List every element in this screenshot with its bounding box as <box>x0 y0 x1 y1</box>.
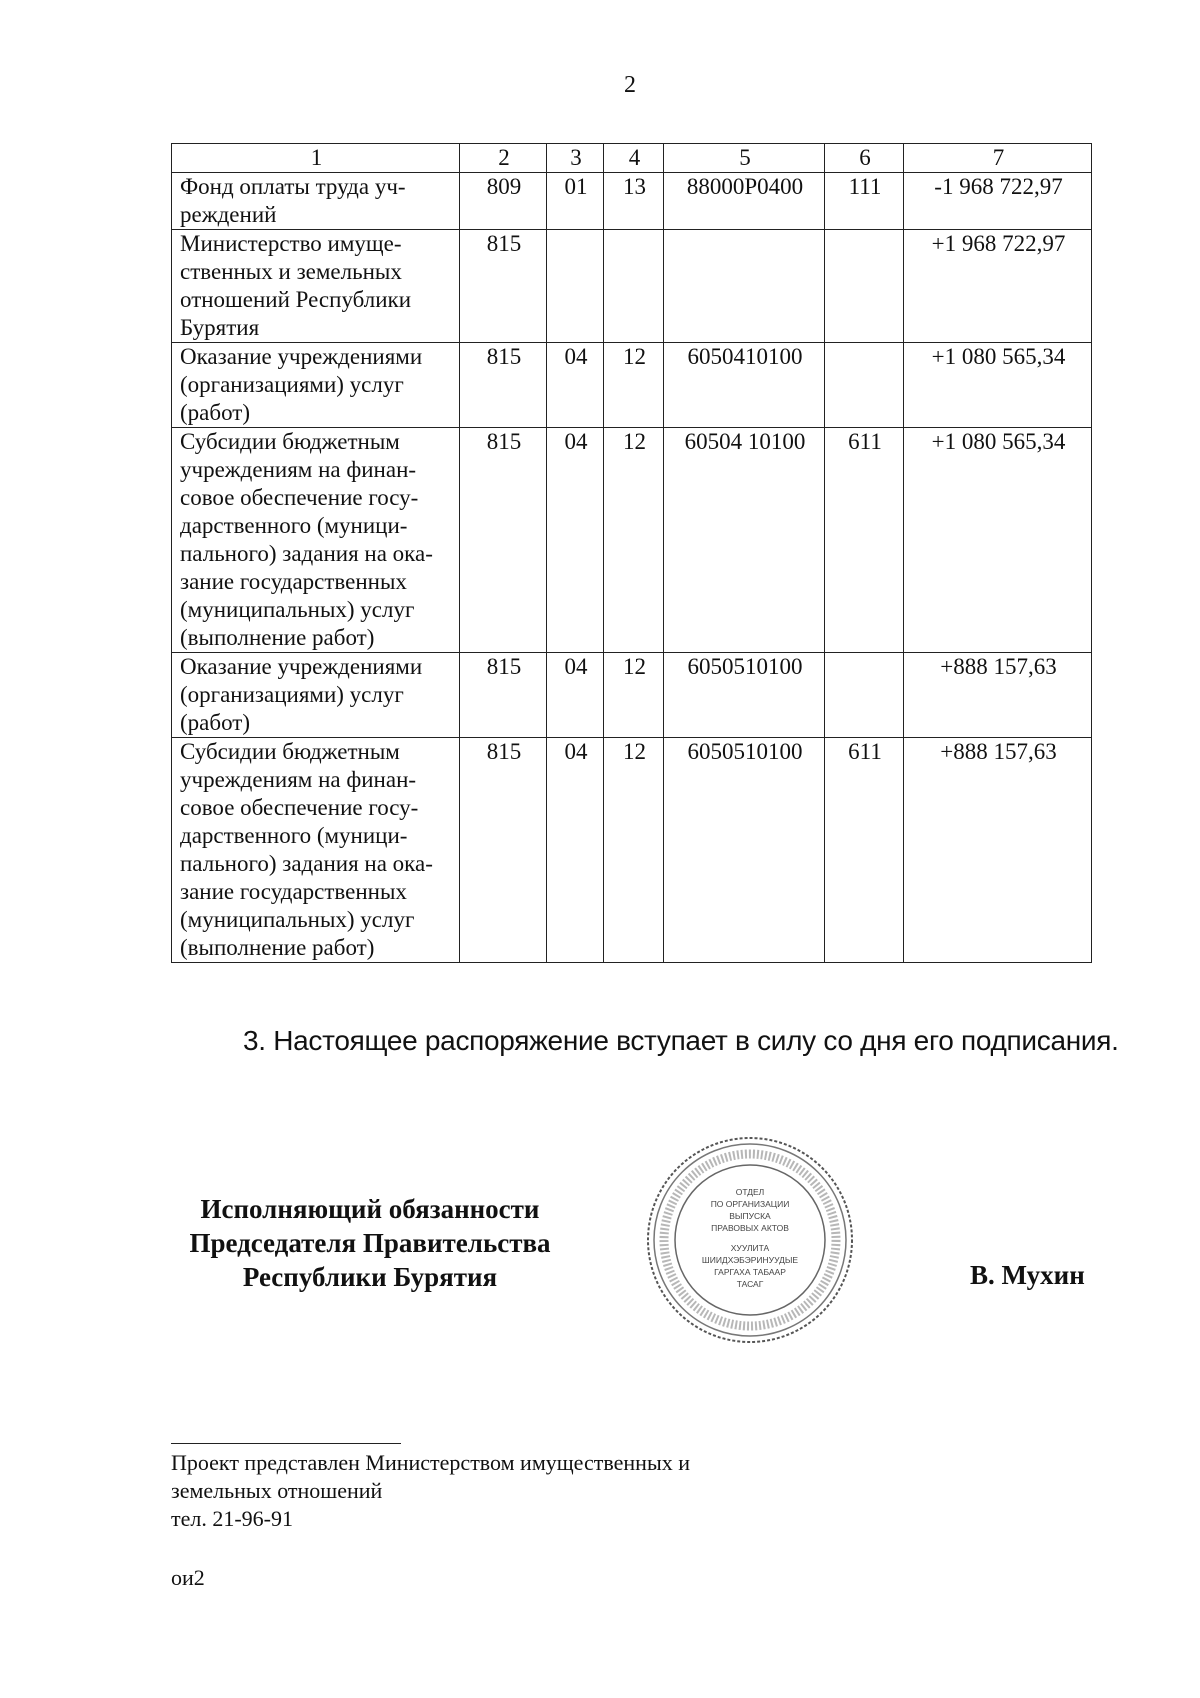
row-name-cell: Оказание учреждениями (организациями) услуг (работ) <box>172 343 460 428</box>
row-expense-type-cell <box>825 653 904 738</box>
table-row <box>172 230 1092 343</box>
seal-text-line: ТАСАГ <box>736 1279 764 1289</box>
table-row <box>172 653 1092 738</box>
row-expense-type-cell: 111 <box>825 173 904 230</box>
row-name-cell: Субсидии бюджетным учреждениям на финан- совое обеспечение госу- дарственного (муници- пального) задания на ока- зание государственных (муниципальных) услуг (выполнение работ) <box>172 738 460 963</box>
row-subsection-cell: 13 <box>604 173 664 230</box>
row-expense-type-cell: 611 <box>825 738 904 963</box>
row-section-cell <box>547 230 604 343</box>
row-expense-type-cell <box>825 230 904 343</box>
clause-text: 3. Настоящее распоряжение вступает в силу со дня его подписания. <box>243 1025 1119 1056</box>
footnote-divider <box>171 1443 401 1444</box>
column-header: 5 <box>664 144 825 173</box>
row-amount-cell: -1 968 722,97 <box>904 173 1092 230</box>
row-target-article-cell <box>664 230 825 343</box>
seal-text-line: ОТДЕЛ <box>735 1187 765 1197</box>
row-target-article-cell: 88000P0400 <box>664 173 825 230</box>
row-ministry-code-cell: 815 <box>460 230 547 343</box>
column-header: 2 <box>460 144 547 173</box>
row-amount-cell: +888 157,63 <box>904 653 1092 738</box>
seal-text-line: ПРАВОВЫХ АКТОВ <box>711 1223 789 1233</box>
row-subsection-cell: 12 <box>604 738 664 963</box>
seal-text-band <box>664 1154 836 1326</box>
row-subsection-cell: 12 <box>604 653 664 738</box>
table-row <box>172 428 1092 653</box>
row-section-cell: 04 <box>547 653 604 738</box>
row-name-cell: Фонд оплаты труда уч- реждений <box>172 173 460 230</box>
footnote <box>171 1449 690 1533</box>
signer-name: В. Мухин <box>970 1260 1085 1290</box>
seal-text-line: ХУУЛИТА <box>730 1243 770 1253</box>
column-header: 6 <box>825 144 904 173</box>
table-row <box>172 738 1092 963</box>
row-subsection-cell <box>604 230 664 343</box>
official-seal-stamp <box>645 1135 855 1345</box>
signer-title <box>160 1192 580 1294</box>
row-amount-cell: +1 968 722,97 <box>904 230 1092 343</box>
table-row <box>172 173 1092 230</box>
column-header: 7 <box>904 144 1092 173</box>
row-target-article-cell: 60504 10100 <box>664 428 825 653</box>
signer-title-line: Исполняющий обязанности <box>200 1194 540 1224</box>
row-section-cell: 04 <box>547 343 604 428</box>
row-name-cell: Субсидии бюджетным учреждениям на финан- совое обеспечение госу- дарственного (муници- пального) задания на ока- зание государственных (муниципальных) услуг (выполнение работ) <box>172 428 460 653</box>
row-expense-type-cell <box>825 343 904 428</box>
table-row <box>172 343 1092 428</box>
footnote-line: тел. 21-96-91 <box>171 1506 294 1531</box>
row-amount-cell: +888 157,63 <box>904 738 1092 963</box>
row-name-cell: Министерство имуще- ственных и земельных отношений Республики Бурятия <box>172 230 460 343</box>
row-ministry-code-cell: 815 <box>460 343 547 428</box>
row-target-article-cell: 6050410100 <box>664 343 825 428</box>
row-subsection-cell: 12 <box>604 428 664 653</box>
row-ministry-code-cell: 815 <box>460 653 547 738</box>
seal-text-line: ПО ОРГАНИЗАЦИИ <box>710 1199 790 1209</box>
footnote-line: Проект представлен Министерством имущественных и <box>171 1450 690 1475</box>
page-number: 2 <box>624 72 636 98</box>
seal-outer-ring <box>648 1138 852 1342</box>
row-ministry-code-cell: 815 <box>460 738 547 963</box>
budget-table <box>171 143 1092 963</box>
signer-title-line: Председателя Правительства <box>189 1228 551 1258</box>
row-ministry-code-cell: 809 <box>460 173 547 230</box>
row-amount-cell: +1 080 565,34 <box>904 343 1092 428</box>
seal-text-line: ВЫПУСКА <box>729 1211 771 1221</box>
row-section-cell: 04 <box>547 738 604 963</box>
row-target-article-cell: 6050510100 <box>664 653 825 738</box>
seal-ring <box>654 1144 846 1336</box>
row-amount-cell: +1 080 565,34 <box>904 428 1092 653</box>
row-subsection-cell: 12 <box>604 343 664 428</box>
row-name-cell: Оказание учреждениями (организациями) услуг (работ) <box>172 653 460 738</box>
table-header-row <box>172 144 1092 173</box>
signer-title-line: Республики Бурятия <box>242 1262 498 1292</box>
row-section-cell: 04 <box>547 428 604 653</box>
row-section-cell: 01 <box>547 173 604 230</box>
row-ministry-code-cell: 815 <box>460 428 547 653</box>
footnote-line: земельных отношений <box>171 1478 383 1503</box>
row-expense-type-cell: 611 <box>825 428 904 653</box>
column-header: 1 <box>172 144 460 173</box>
column-header: 3 <box>547 144 604 173</box>
document-code: ои2 <box>171 1565 205 1590</box>
seal-text-line: ШИИДХЭБЭРИНУУДЫЕ <box>701 1255 799 1265</box>
row-target-article-cell: 6050510100 <box>664 738 825 963</box>
seal-text-line: ГАРГАХА ТАБААР <box>714 1267 786 1277</box>
column-header: 4 <box>604 144 664 173</box>
